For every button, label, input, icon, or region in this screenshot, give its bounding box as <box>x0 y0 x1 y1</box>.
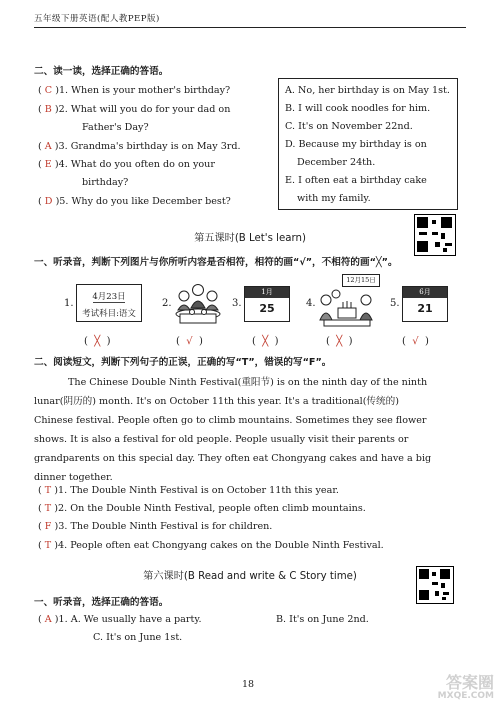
answer-letter: B <box>44 104 52 115</box>
lesson6-title: 第六课时(B Read and write & C Story time) <box>143 571 357 582</box>
judgment-row: ( T )4. People often eat Chongyang cakes on the Double Ninth Festival. <box>38 540 384 551</box>
lesson5-section2-title: 二、阅读短文，判断下列句子的正误，正确的写“T”，错误的写“F”。 <box>34 357 332 368</box>
picture-number: 1. <box>64 298 74 309</box>
question-row: ( C )1. When is your mother's birthday? <box>38 85 231 96</box>
passage-line: The Chinese Double Ninth Festival(重阳节) is on the ninth day of the ninth <box>68 377 428 388</box>
passage-line: shows. It is also a festival for old people. People usually visit their parents or <box>34 434 409 445</box>
option-line: A. No, her birthday is on May 1st. <box>285 85 450 96</box>
reading-passage <box>34 373 464 487</box>
option-line: with my family. <box>297 193 371 204</box>
watermark: 答案圈 MXQE.COM <box>437 673 494 701</box>
answer-letter: D <box>44 196 53 207</box>
date-tag: 12月15日 <box>342 274 380 287</box>
answer-letter: A <box>44 141 52 152</box>
answer-paren: ( ╳ ) <box>84 336 111 347</box>
question-row: ( B )2. What will you do for your dad on <box>38 104 231 115</box>
running-header: 五年级下册英语(配人教PEP版) <box>34 14 160 24</box>
calendar-picture: 1月 25 <box>244 286 290 322</box>
header-rule <box>34 27 466 28</box>
exam-note-picture: 4月23日 考试科目:语文 <box>76 284 142 322</box>
question-continuation: birthday? <box>82 177 129 188</box>
lesson5-title: 第五课时(B Let's learn) <box>194 233 306 244</box>
option-c: C. It's on June 1st. <box>93 632 183 643</box>
passage-line: Chinese festival. People often go to climb mountains. Sometimes they see flower <box>34 415 427 426</box>
options-box <box>278 78 458 210</box>
judgment-row: ( T )2. On the Double Ninth Festival, people often climb mountains. <box>38 503 366 514</box>
page-number: 18 <box>242 679 255 690</box>
picture-number: 2. <box>162 298 172 309</box>
picture-number: 3. <box>232 298 242 309</box>
answer-paren: ( ╳ ) <box>326 336 353 347</box>
judgment-row: ( F )3. The Double Ninth Festival is for children. <box>38 521 273 532</box>
family-dinner-picture <box>172 280 224 326</box>
option-line: B. I will cook noodles for him. <box>285 103 431 114</box>
option-line: December 24th. <box>297 157 376 168</box>
option-line: D. Because my birthday is on <box>285 139 427 150</box>
question-continuation: Father's Day? <box>82 122 149 133</box>
answer-paren: ( √ ) <box>176 336 203 347</box>
calendar-picture: 6月 21 <box>402 286 448 322</box>
question-row: ( E )4. What do you often do on your <box>38 159 215 170</box>
answer-paren: ( √ ) <box>402 336 429 347</box>
passage-line: grandparents on this special day. They often eat Chongyang cakes and have a big <box>34 453 432 464</box>
answer-letter: E <box>44 159 52 170</box>
picture-number: 5. <box>390 298 400 309</box>
answer-letter: C <box>44 85 53 96</box>
option-line: E. I often eat a birthday cake <box>285 175 427 186</box>
qr-code[interactable] <box>416 566 454 604</box>
lesson5-section1-title: 一、听录音，判断下列图片与你所听内容是否相符，相符的画“√”，不相符的画“╳”。 <box>34 257 398 268</box>
option-line: C. It's on November 22nd. <box>285 121 413 132</box>
answer-paren: ( ╳ ) <box>252 336 279 347</box>
lesson6-section1-title: 一、听录音，选择正确的答语。 <box>34 597 169 608</box>
option-b: B. It's on June 2nd. <box>276 614 369 625</box>
question-row: ( D )5. Why do you like December best? <box>38 196 231 207</box>
section2-title: 二、读一读，选择正确的答语。 <box>34 66 169 77</box>
picture-number: 4. <box>306 298 316 309</box>
question-row: ( A )1. A. We usually have a party. <box>38 614 202 625</box>
passage-line: dinner together. <box>34 472 113 483</box>
birthday-party-picture <box>316 286 376 328</box>
passage-line: lunar(阴历的) month. It's on October 11th this year. It's a traditional(传统的) <box>34 396 399 407</box>
judgment-row: ( T )1. The Double Ninth Festival is on October 11th this year. <box>38 485 339 496</box>
question-row: ( A )3. Grandma's birthday is on May 3rd. <box>38 141 241 152</box>
